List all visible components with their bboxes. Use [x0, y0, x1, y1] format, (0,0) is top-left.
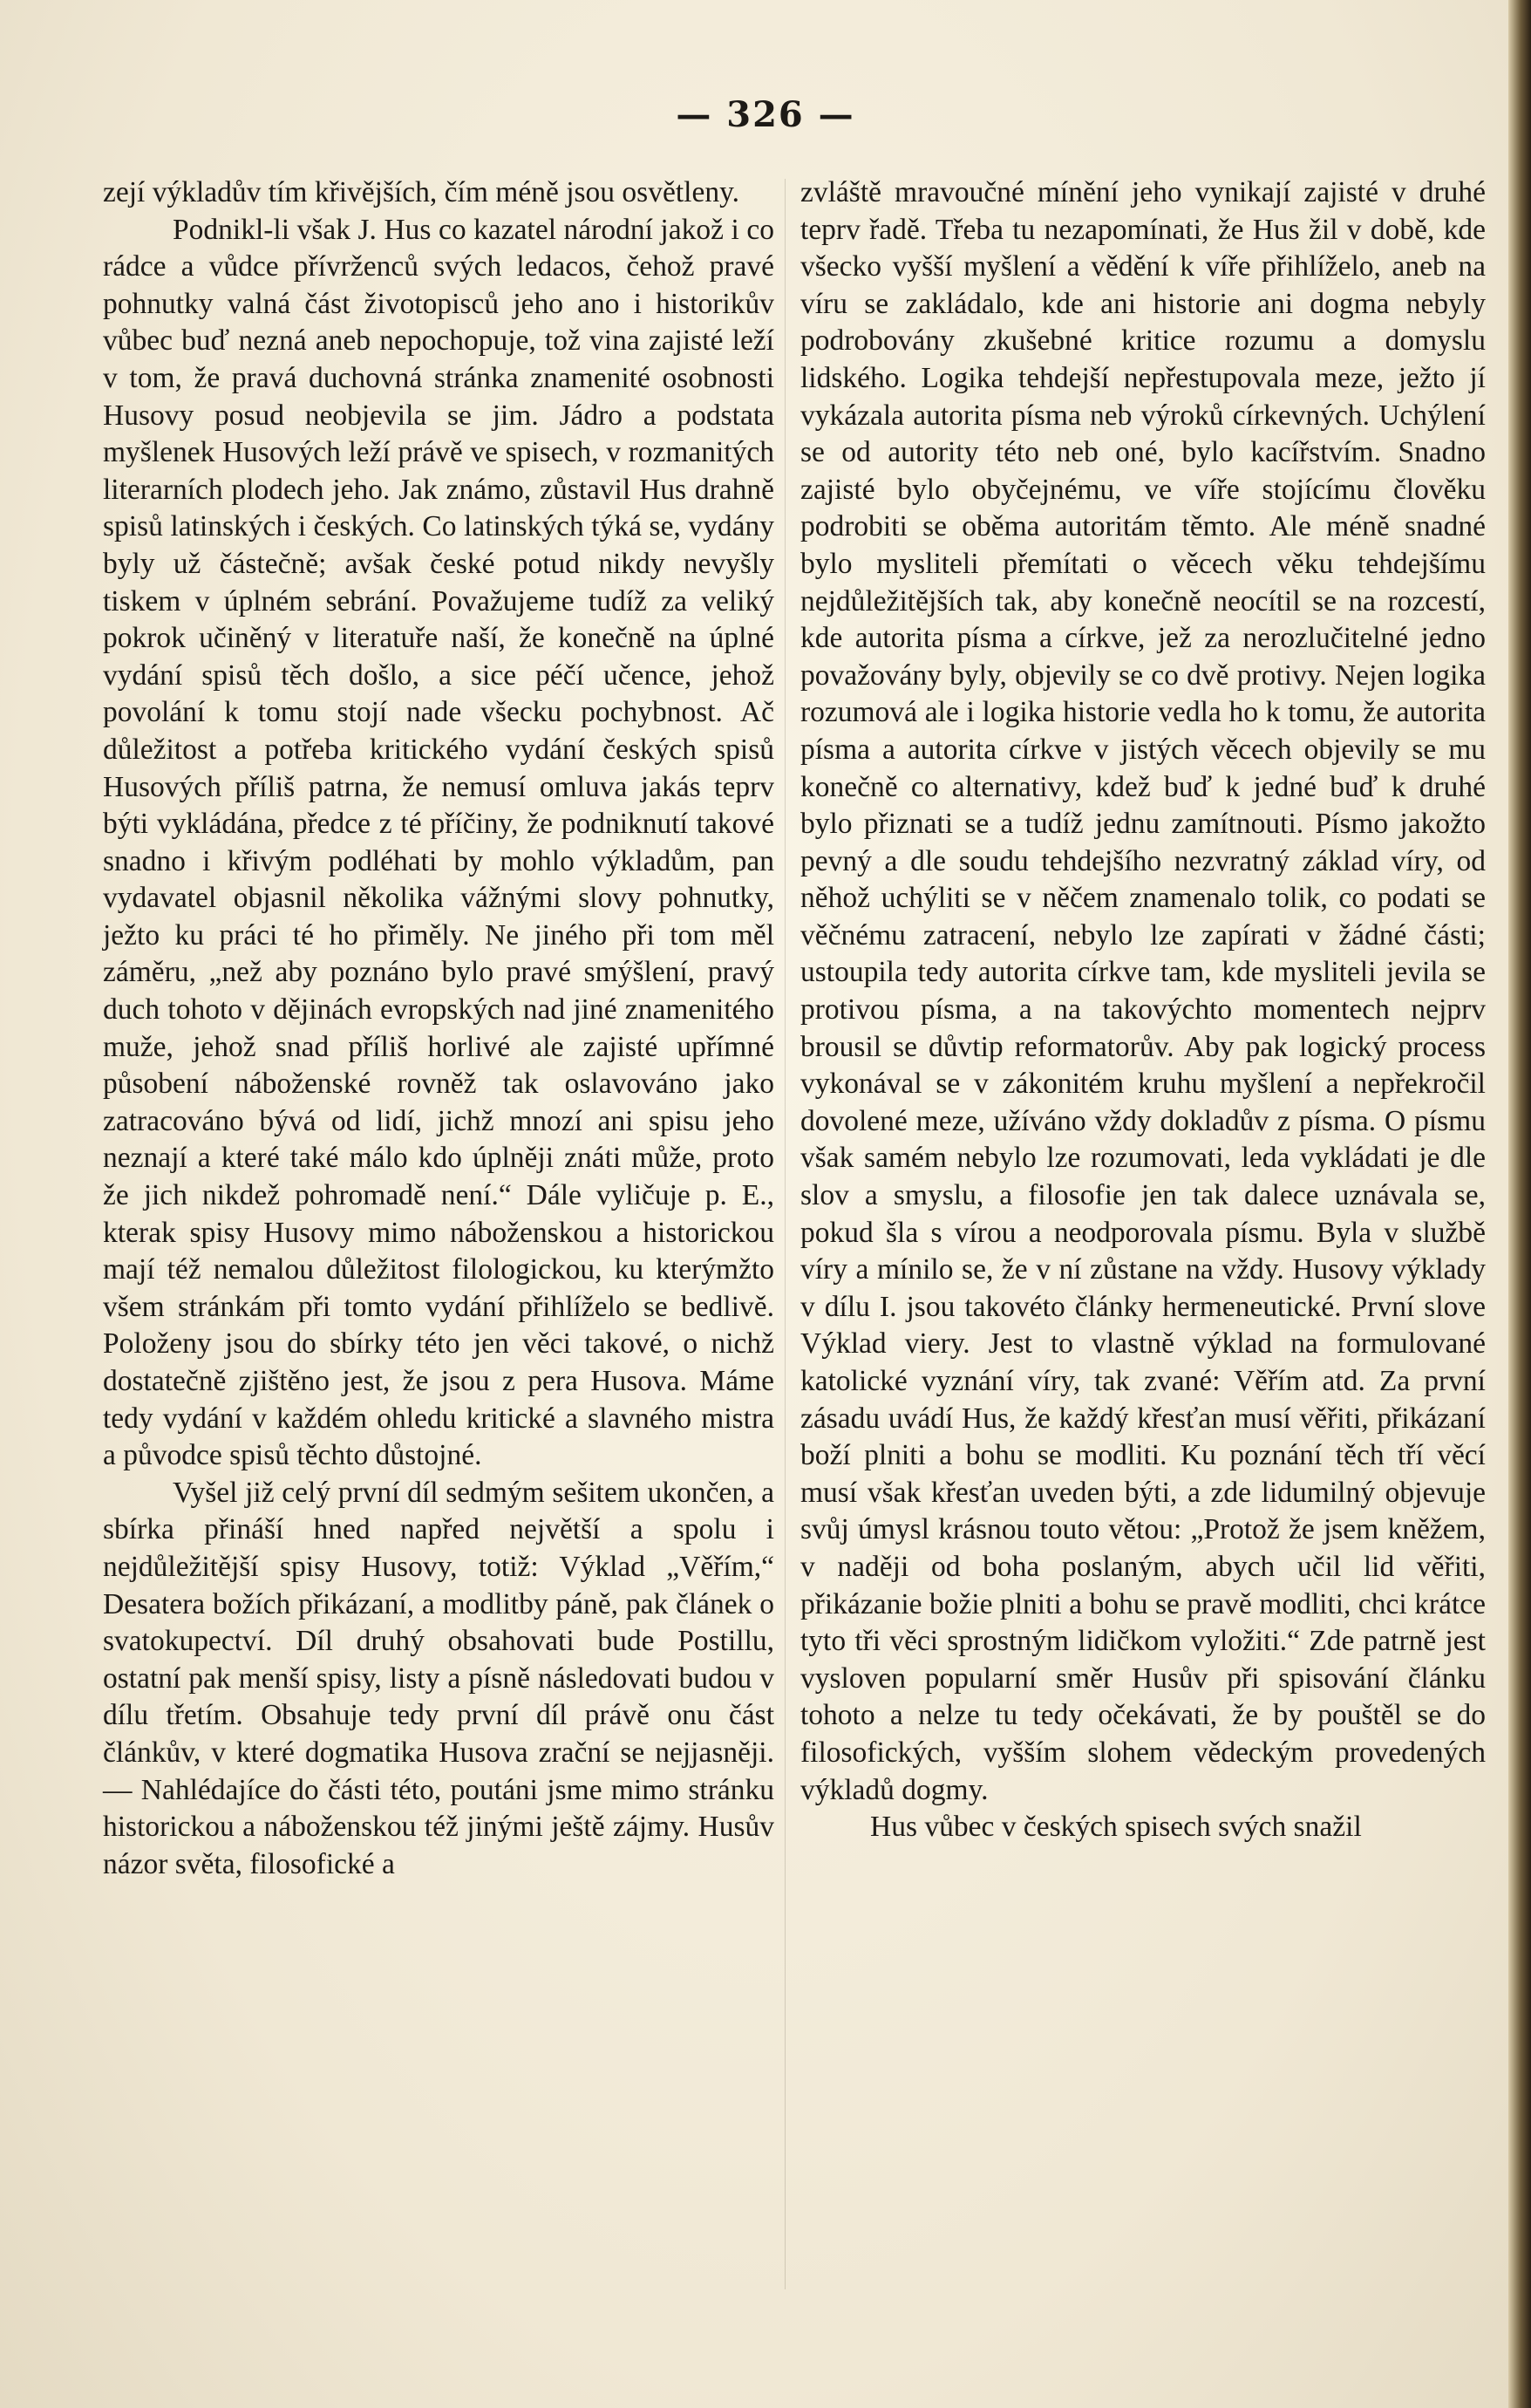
right-paragraph-1: zvláště mravoučné mínění jeho vynikají zajisté v druhé teprv řadě. Třeba tu nezapomínati, že Hus žil v době, kde všecko vyšší myšlení a vědění k víře přihlíželo, aneb na víru se zakládalo, kde ani historie ani dogma nebyly podrobovány zkušebné kritice rozumu a domyslu lidského. Logika tehdejší nepřestupovala meze, ježto jí vykázala autorita písma neb výroků církevných. Uchýlení se od autority této neb oné, bylo kacířstvím. Snadno zajisté bylo obyčejnému, ve víře stojícímu člověku podrobiti se oběma autoritám těmto. Ale méně snadné bylo mysliteli přemítati o věcech věku tehdejšímu nejdůležitějších tak, aby konečně neocítil se na rozcestí, kde autorita písma a církve, jež za nerozlučitelné jedno považovány byly, objevily se co dvě protivy. Nejen logika rozumová ale i logika historie vedla ho k tomu, že autorita písma a autorita církve v jistých věcech objevily se mu konečně co alternativy, kdež buď k jedné buď k druhé bylo přiznati se a tudíž jednu zamítnouti. Písmo jakožto pevný a dle soudu tehdejšího nezvratný základ víry, od něhož uchýliti se v něčem znamenalo tolik, co podati se věčnému zatracení, nebylo lze zapírati v žádné části; ustoupila tedy autorita církve tam, kde mysliteli jevila se protivou písma, a na takovýchto momentech nejprv brousil se důvtip reformatorův. Aby pak logický process vykonával se v zákonitém kruhu myšlení a nepřekročil dovolené meze, užíváno vždy dokladův z písma. O písmu však samém nebylo lze rozumovati, leda vykládati je dle slov a smyslu, a filosofie jen tak dalece uznávala se, pokud šla s vírou a neodporovala písmu. Byla v službě víry a mínilo se, že v ní zůstane na vždy. Husovy výklady v dílu I. jsou takovéto články hermeneutické. První slove Výklad viery. Jest to vlastně výklad na formulované katolické vyznání víry, tak zvané: Věřím atd. Za první zásadu uvádí Hus, že každý křesťan musí věřiti, přikázaní boží plniti a bohu se modliti. Ku poznání těch tří věcí musí však křesťan uveden býti, a zde lidumilný objevuje svůj úmysl krásnou touto větou: „Protož že jsem kněžem, v naději od boha poslaným, abych učil lid věřiti, přikázanie božie plniti a bohu se pravě modliti, chci krátce tyto tři věci sprostným lidičkom vyložiti.“ Zde patrně jest vysloven popularní směr Husův při spisování článku tohoto a nelze tu tedy očekávati, že by pouštěl se do filosofických, vyšším slohem vědeckým provedených výkladů dogmy. [800, 176, 1486, 1806]
right-paragraph-2: Hus vůbec v českých spisech svých snažil [870, 1811, 1362, 1844]
page-number: — 326 — [676, 94, 855, 135]
left-column [103, 174, 774, 1883]
page-edge-shadow [1508, 0, 1531, 2408]
left-paragraph-1: zejí výkladův tím křivějších, čím méně jsou osvětleny. [103, 176, 740, 208]
left-paragraph-2: Podnikl-li však J. Hus co kazatel národní jakož i co rádce a vůdce přívrženců svých ledacos, čehož pravé pohnutky valná část životopisců jeho ano i historikův vůbec buď nezná aneb nepochopuje, tož vina zajisté leží v tom, že pravá duchovná stránka znamenité osobnosti Husovy posud neobjevila se jim. Jádro a podstata myšlenek Husových leží právě ve spisech, v rozmanitých literarních plodech jeho. Jak známo, zůstavil Hus drahně spisů latinských i českých. Co latinských týká se, vydány byly už částečně; avšak české potud nikdy nevyšly tiskem v úplném sebrání. Považujeme tudíž za veliký pokrok učiněný v literatuře naší, že konečně na úplné vydání spisů těch došlo, a sice péčí učence, jehož povolání k tomu stojí nade všecku pochybnost. Ač důležitost a potřeba kritického vydání českých spisů Husových příliš patrna, že nemusí omluva jakás teprv býti vykládána, předce z té příčiny, že podniknutí takové snadno i křivým podléhati by mohlo výkladům, pan vydavatel objasnil několika vážnými slovy pohnutky, ježto ku práci té ho přiměly. Ne jiného při tom měl záměru, „než aby poznáno bylo pravé smýšlení, pravý duch tohoto v dějinách evropských nad jiné znamenitého muže, jehož snad příliš horlivé ale zajisté upřímné působení náboženské rovněž tak oslavováno jako zatracováno bývá od lidí, jichž mnozí ani spisu jeho neznají a které také málo kdo úplněji znáti může, proto že jich nikdež pohromadě není.“ Dále vyličuje p. E., kterak spisy Husovy mimo náboženskou a historickou mají též nemalou důležitost filologickou, ku kterýmžto všem stránkám při tomto vydání přihlíželo se bedlivě. Položeny jsou do sbírky této jen věci takové, o nichž dostatečně zjištěno jest, že jsou z pera Husova. Máme tedy vydání v každém ohledu kritické a slavného mistra a původce spisů těchto důstojné. [103, 213, 774, 1472]
right-column [800, 174, 1486, 1846]
left-paragraph-3: Vyšel již celý první díl sedmým sešitem ukončen, a sbírka přináší hned napřed největší a spolu i nejdůležitější spisy Husovy, totiž: Výklad „Věřím,“ Desatera božích přikázaní, a modlitby páně, pak článek o svatokupectví. Díl druhý obsahovati bude Postillu, ostatní pak menší spisy, listy a písně následovati budou v dílu třetím. Obsahuje tedy první díl právě onu část článkův, v které dogmatika Husova zrační se nejjasněji. — Nahlédajíce do části této, poutáni jsme mimo stránku historickou a náboženskou též jinými ještě zájmy. Husův názor světa, filosofické a [103, 1476, 774, 1880]
column-divider [785, 179, 786, 2289]
